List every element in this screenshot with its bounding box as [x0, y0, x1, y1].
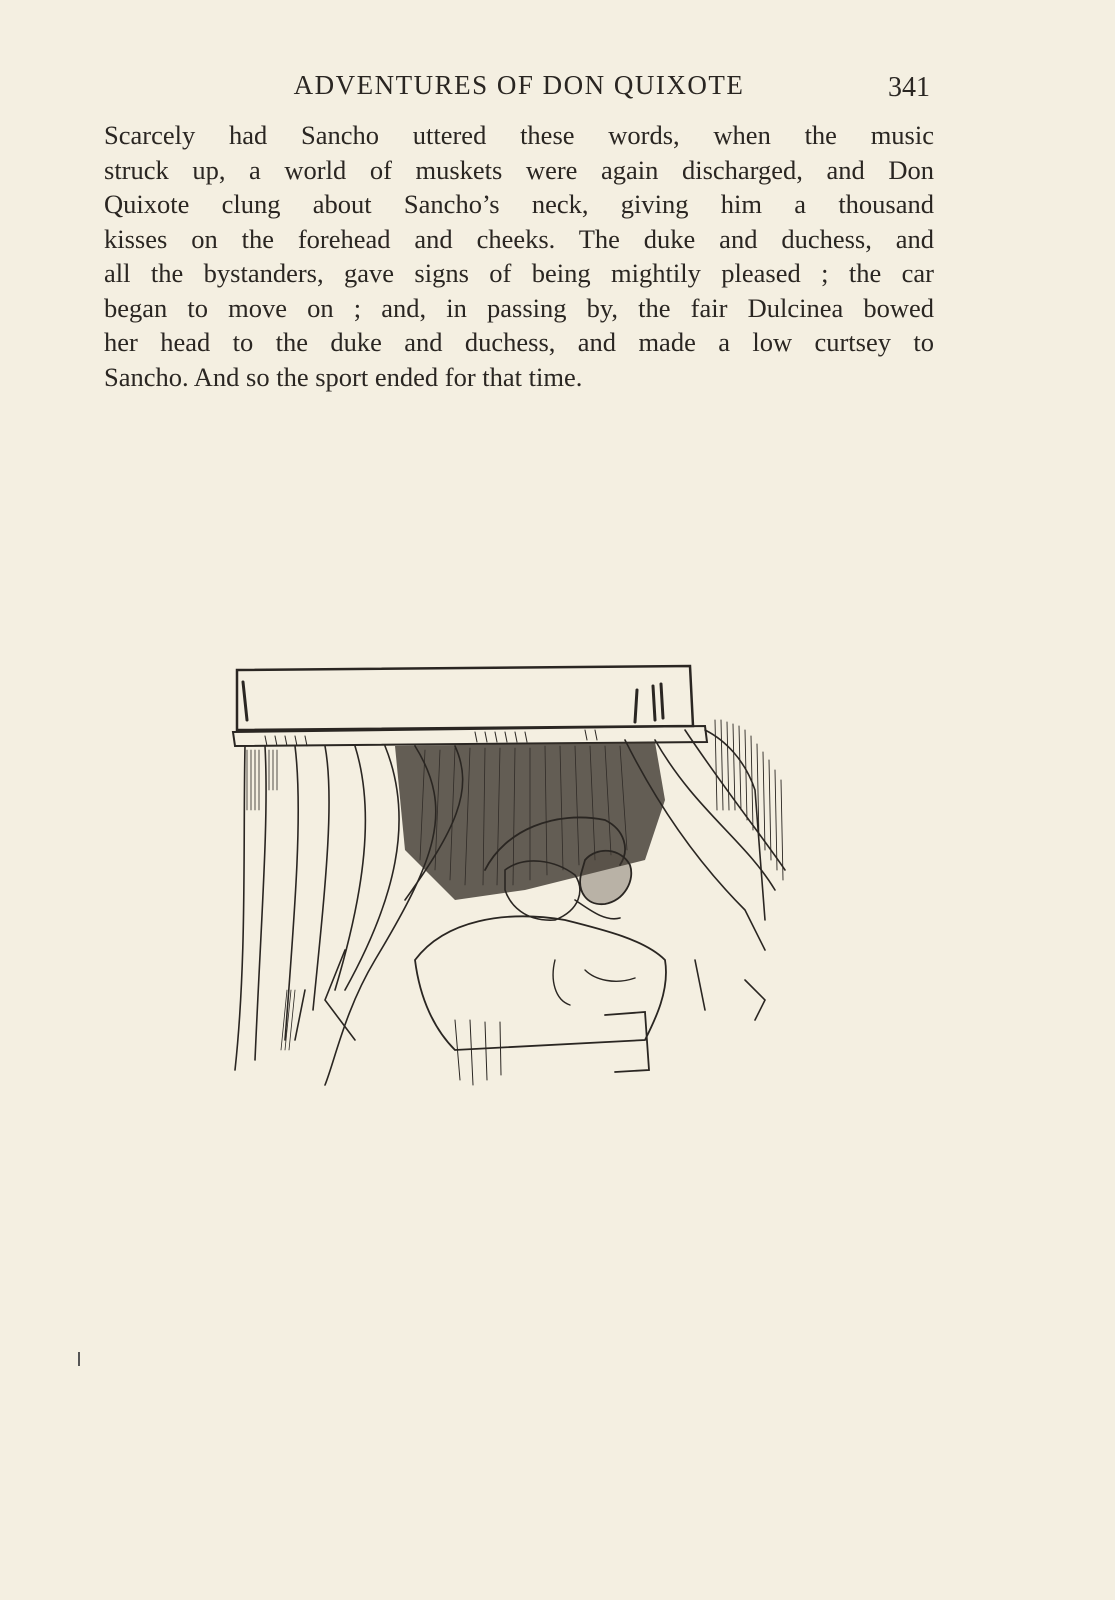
sleeper-head	[580, 851, 631, 904]
page-number: 341	[888, 72, 930, 103]
body-paragraph	[104, 118, 934, 394]
text-line: struck up, a world of muskets were again discharged, and Don	[104, 154, 934, 185]
canopy-board	[237, 666, 693, 730]
blanket	[415, 916, 666, 1050]
margin-mark	[78, 1352, 80, 1366]
text-line: kisses on the forehead and cheeks. The duke and duchess, and	[104, 223, 934, 254]
text-line: Quixote clung about Sancho’s neck, giving him a thousand	[104, 189, 934, 219]
running-head	[104, 64, 934, 104]
bed-illustration	[225, 660, 825, 1120]
text-line: her head to the duke and duchess, and made a low curtsey to	[104, 327, 934, 357]
running-title: ADVENTURES OF DON QUIXOTE	[293, 70, 745, 100]
text-line: began to move on ; and, in passing by, the fair Dulcinea bowed	[104, 292, 934, 323]
text-line: all the bystanders, gave signs of being mightily pleased ; the car	[104, 258, 934, 288]
text-line: Sancho. And so the sport ended for that time.	[104, 361, 583, 392]
text-line: Scarcely had Sancho uttered these words, when the music	[104, 120, 934, 150]
